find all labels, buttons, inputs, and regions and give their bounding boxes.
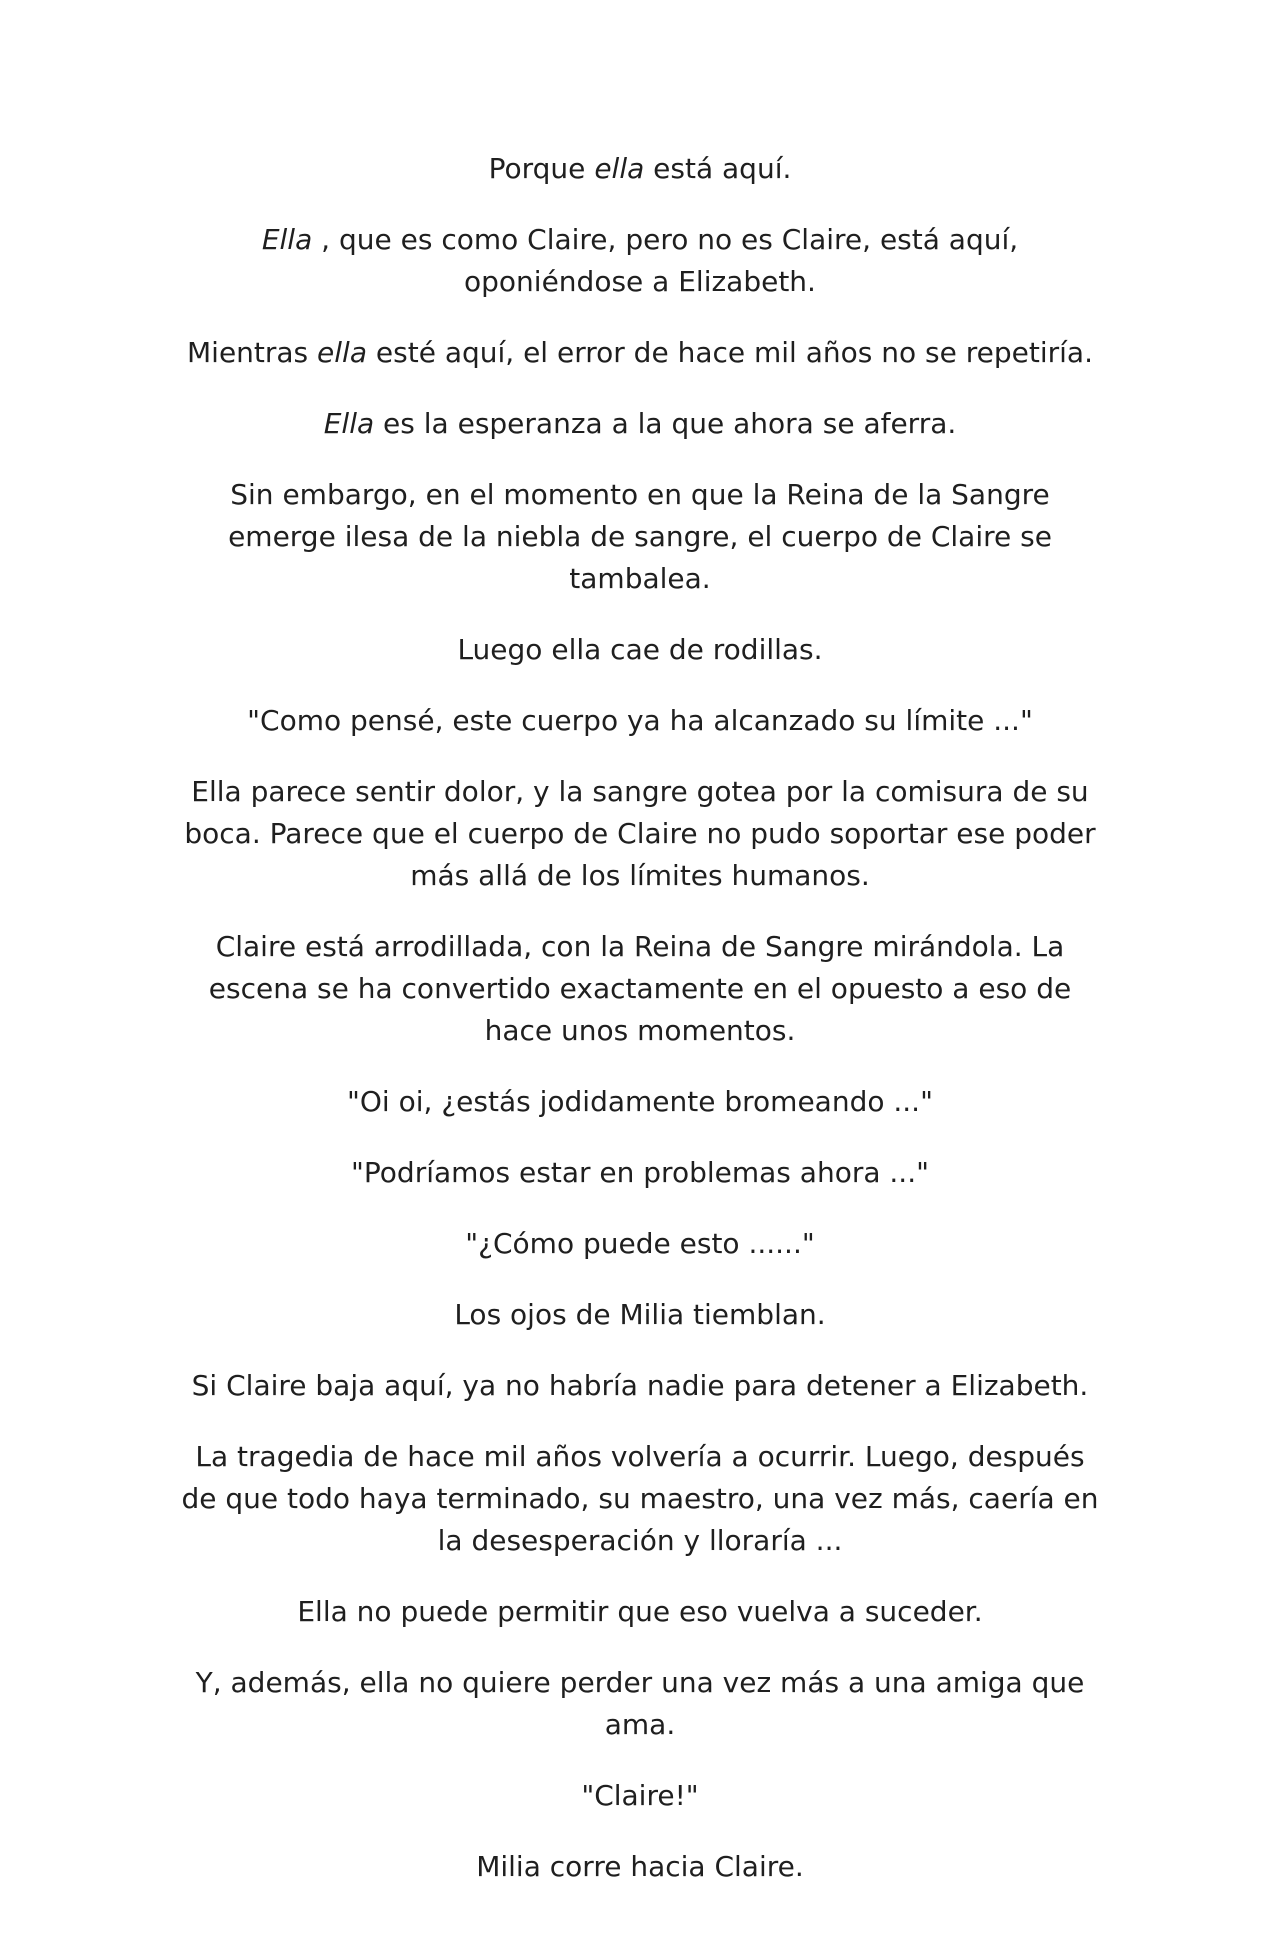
paragraph: [175, 403, 1105, 445]
text-run: esté aquí, el error de hace mil años no se repetiría.: [367, 336, 1093, 369]
paragraph: [175, 148, 1105, 190]
text-run: "Como pensé, este cuerpo ya ha alcanzado su límite ...": [247, 704, 1033, 737]
paragraph: [175, 1081, 1105, 1123]
text-run: Y, además, ella no quiere perder una vez más a una amiga que ama.: [195, 1666, 1085, 1741]
text-run: Si Claire baja aquí, ya no habría nadie para detener a Elizabeth.: [191, 1369, 1089, 1402]
text-run: Sin embargo, en el momento en que la Reina de la Sangre emerge ilesa de la niebla de sangre, el cuerpo de Claire se tambalea.: [228, 478, 1052, 595]
paragraph: [175, 1223, 1105, 1265]
italic-text: ella: [594, 152, 645, 185]
text-run: es la esperanza a la que ahora se aferra.: [374, 407, 957, 440]
paragraph: [175, 771, 1105, 897]
text-run: Porque: [488, 152, 595, 185]
paragraph: [175, 1846, 1105, 1888]
text-run: Ella no puede permitir que eso vuelva a suceder.: [297, 1595, 983, 1628]
paragraph: [175, 926, 1105, 1052]
italic-text: Ella: [261, 223, 313, 256]
text-run: "Claire!": [581, 1779, 699, 1812]
italic-text: Ella: [323, 407, 375, 440]
text-run: , que es como Claire, pero no es Claire, está aquí, oponiéndose a Elizabeth.: [312, 223, 1019, 298]
paragraph: [175, 1365, 1105, 1407]
paragraph: [175, 1436, 1105, 1562]
text-run: Ella parece sentir dolor, y la sangre gotea por la comisura de su boca. Parece que el cuerpo de Claire no pudo soportar ese poder más allá de los límites humanos.: [184, 775, 1096, 892]
text-column: [175, 148, 1105, 1888]
italic-text: ella: [317, 336, 367, 369]
text-run: Milia corre hacia Claire.: [476, 1850, 804, 1883]
paragraph: [175, 700, 1105, 742]
text-run: Los ojos de Milia tiemblan.: [454, 1298, 826, 1331]
paragraph: [175, 1662, 1105, 1746]
paragraph: [175, 629, 1105, 671]
text-run: Claire está arrodillada, con la Reina de Sangre mirándola. La escena se ha convertido exactamente en el opuesto a eso de hace unos momentos.: [208, 930, 1072, 1047]
paragraph: [175, 1775, 1105, 1817]
text-run: La tragedia de hace mil años volvería a ocurrir. Luego, después de que todo haya terminado, su maestro, una vez más, caería en la desesperación y lloraría ...: [181, 1440, 1099, 1557]
text-run: "¿Cómo puede esto ......": [465, 1227, 815, 1260]
paragraph: [175, 1591, 1105, 1633]
text-run: Mientras: [187, 336, 318, 369]
paragraph: [175, 1294, 1105, 1336]
paragraph: [175, 474, 1105, 600]
text-run: está aquí.: [644, 152, 792, 185]
text-run: "Podríamos estar en problemas ahora ...": [351, 1156, 929, 1189]
text-run: "Oi oi, ¿estás jodidamente bromeando ...": [347, 1085, 933, 1118]
paragraph: [175, 332, 1105, 374]
text-run: Luego ella cae de rodillas.: [457, 633, 823, 666]
paragraph: [175, 1152, 1105, 1194]
paragraph: [175, 219, 1105, 303]
